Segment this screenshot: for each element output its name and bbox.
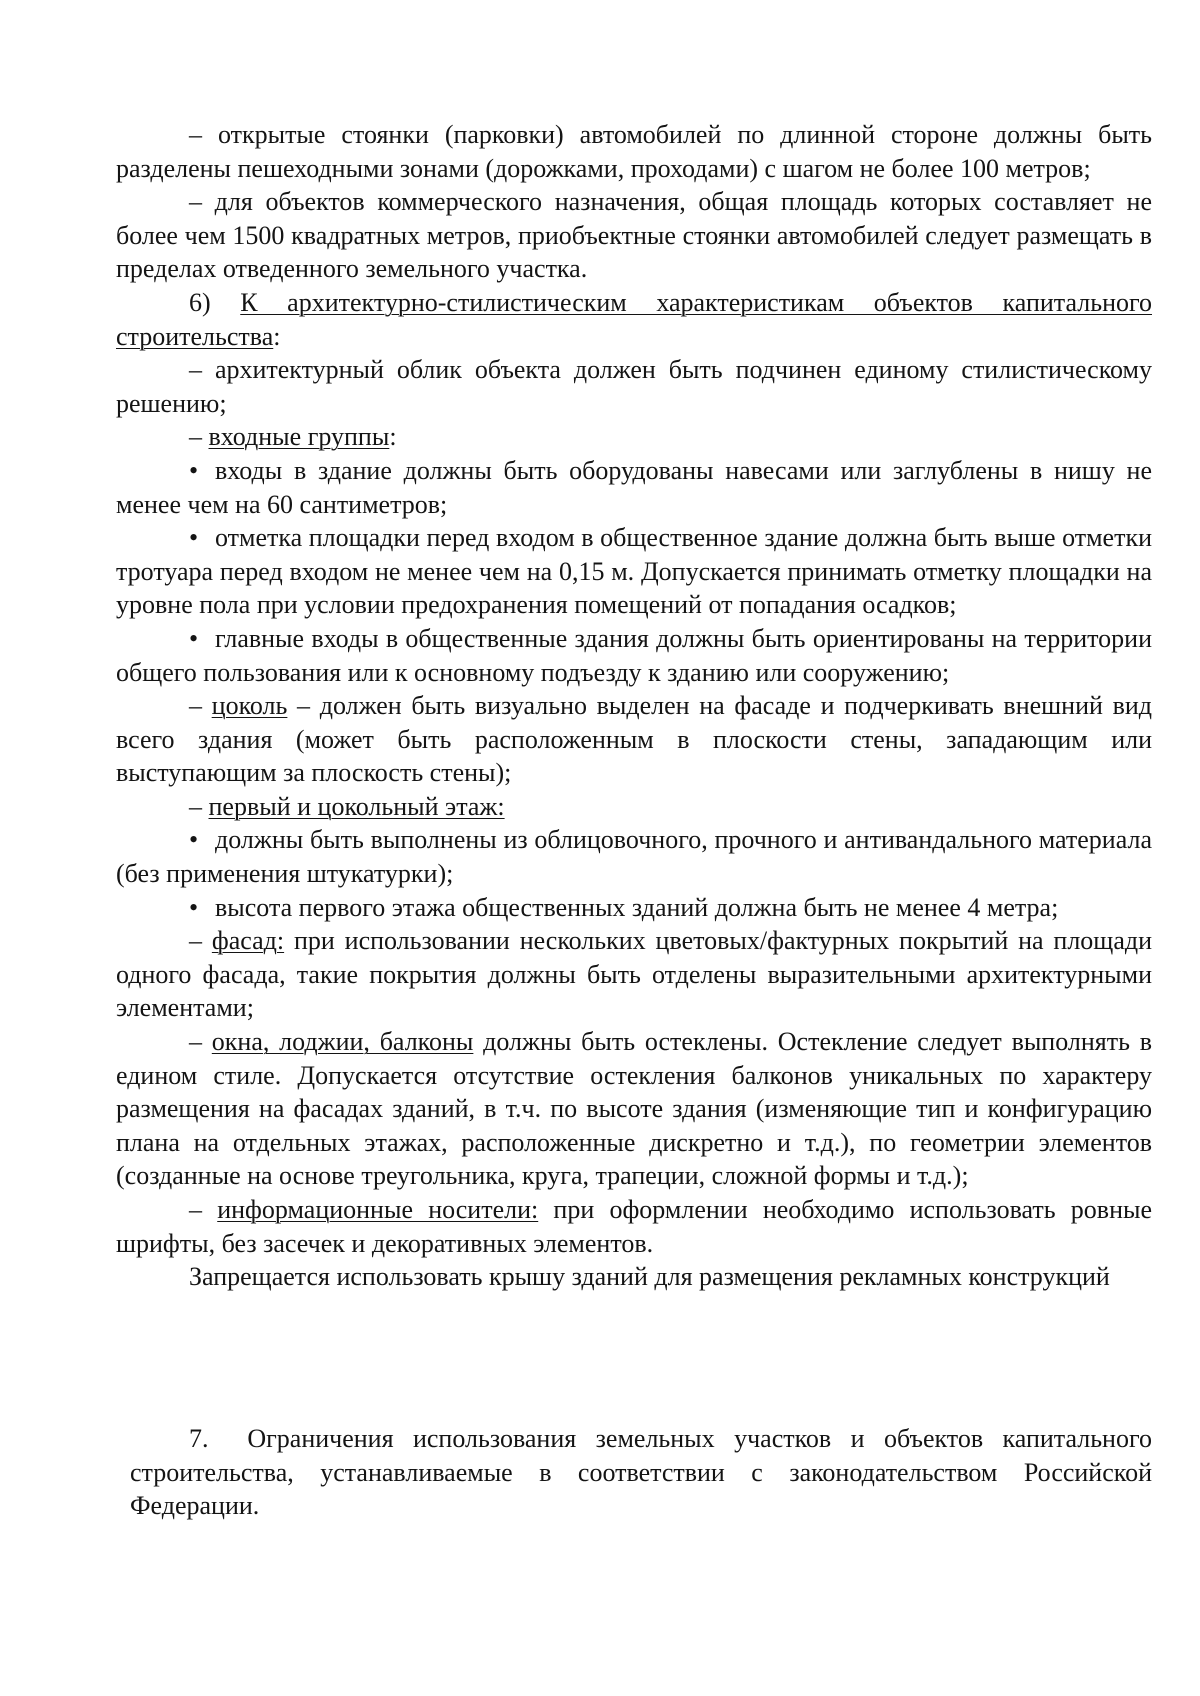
underlined-term: первый и цокольный этаж: [208,791,505,821]
dash-marker: – [189,422,209,452]
underlined-term: входные группы [208,422,390,452]
paragraph-roof-advertising [116,1260,1152,1294]
underlined-heading: К архитектурно-стилистическим характеристикам объектов капитального строительства [116,287,1152,351]
paragraph-text: при оформлении необходимо использовать ровные шрифты, без засечек и декоративных элементов. [116,1195,1152,1258]
bullet-marker: • [189,455,199,485]
paragraph-text: Запрещается использовать крышу зданий для размещения рекламных конструкций [189,1262,1110,1292]
paragraph-text: должны быть выполнены из облицовочного, прочного и антивандального материала (без применения штукатурки); [116,825,1152,889]
paragraph-text: входы в здание должны быть оборудованы навесами или заглублены в нишу не менее чем на 60 сантиметров; [116,455,1152,519]
paragraph-first-floor [116,790,1152,824]
dash-marker: – [189,691,212,721]
section-7-text: Ограничения использования земельных участков и объектов капитального строительства, устанавливаемые в соответствии с законодательством Российской Федерации. [130,1424,1152,1521]
paragraph-architectural-style [116,353,1152,420]
bullet-marker: • [189,623,199,653]
bullet-facing-material [116,823,1152,890]
section-number: 6) [189,287,241,317]
document-body [116,118,1152,1294]
bullet-marker: • [189,825,199,855]
dash-marker: – [189,1195,218,1224]
underlined-term: цоколь [211,691,288,721]
dash-marker: – [189,1027,212,1057]
bullet-first-floor-height [116,891,1152,925]
paragraph-text: отметка площадки перед входом в общественное здание должна быть выше отметки тротуара перед входом не менее чем на 0,15 м. Допускается принимать отметку площадки на уровне пола при условии предохранения помещений от попадания осадков; [116,523,1152,620]
paragraph-facade [116,924,1152,1025]
section-number: 7. [189,1424,209,1453]
paragraph-text: при использовании нескольких цветовых/фактурных покрытий на площади одного фасада, такие покрытия должны быть отделены выразительными архитектурными элементами; [116,926,1153,1023]
paragraph-text: главные входы в общественные здания должны быть ориентированы на территории общего пользования или к основному подъезду к зданию или сооружению; [116,623,1152,687]
underlined-term: информационные носители: [217,1195,539,1224]
paragraph-windows-balconies [116,1025,1152,1193]
paragraph-text: – должен быть визуально выделен на фасаде и подчеркивать внешний вид всего здания (может быть расположенным в плоскости стены, западающим или выступающим за плоскость стены); [116,691,1153,788]
underlined-term: фасад: [211,926,285,956]
bullet-main-entrances [116,622,1152,689]
section-6-heading [116,286,1152,353]
paragraph-text: архитектурный облик объекта должен быть подчинен единому стилистическому решению; [116,355,1152,418]
bullet-marker: • [189,892,199,922]
section-7 [130,1422,1152,1523]
underlined-term: окна, лоджии, балконы [211,1027,474,1057]
paragraph-entrance-groups [116,420,1152,454]
paragraph-plinth [116,689,1152,790]
paragraph-information-carriers [116,1193,1152,1260]
paragraph-text: для объектов коммерческого назначения, общая площадь которых составляет не более чем 1500 квадратных метров, приобъектные стоянки автомобилей следует размещать в пределах отведенного земельного участка. [116,187,1153,284]
paragraph-text: высота первого этажа общественных зданий должна быть не менее 4 метра; [215,892,1059,922]
dash-marker: – [189,187,215,217]
paragraph-commercial-parking [116,185,1152,286]
paragraph-parking-zones [116,118,1152,185]
term-suffix: : [389,422,397,452]
paragraph-text: должны быть остеклены. Остекление следует выполнять в едином стиле. Допускается отсутствие остекления балконов уникальных по характеру размещения на фасадах зданий, в т.ч. по высоте здания (изменяющие тип и конфигурацию плана на отдельных этажах, расположенные дискретно и т.д.), по геометрии элементов (созданные на основе треугольника, круга, трапеции, сложной формы и т.д.); [116,1027,1153,1191]
dash-marker: – [189,791,209,821]
dash-marker: – [189,120,218,149]
bullet-marker: • [189,523,199,553]
dash-marker: – [189,926,212,956]
bullet-entrance-level [116,521,1152,622]
paragraph-text: открытые стоянки (парковки) автомобилей по длинной стороне должны быть разделены пешеходными зонами (дорожками, проходами) с шагом не более 100 метров; [116,120,1153,183]
dash-marker: – [189,355,215,385]
bullet-entrance-canopies [116,454,1152,521]
heading-suffix: : [273,321,281,351]
